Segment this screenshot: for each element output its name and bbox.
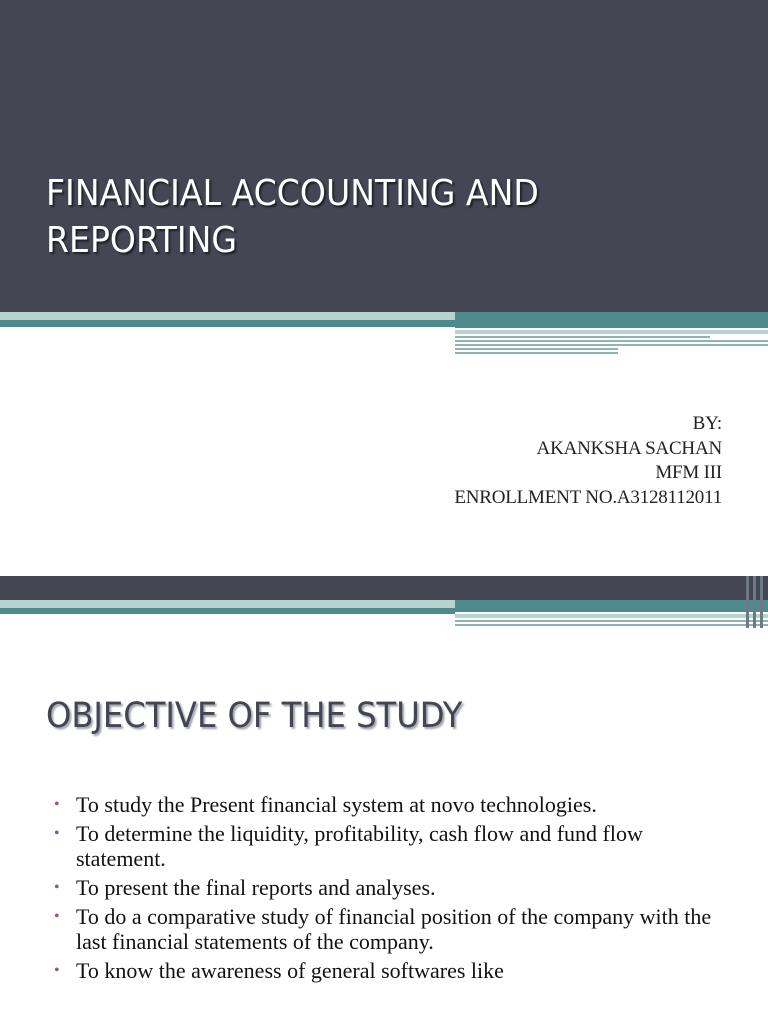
author-block [454, 412, 722, 510]
list-item: • To study the Present financial system at novo technologies. [54, 792, 597, 817]
decorative-stripe [455, 600, 768, 612]
bullet-icon: • [54, 908, 60, 925]
objective-slide [0, 576, 768, 1024]
bullet-icon: • [54, 879, 60, 896]
header-band [0, 576, 768, 600]
decorative-stripe [455, 336, 710, 338]
decorative-stripe [455, 344, 768, 346]
bullet-icon: • [54, 796, 60, 813]
title-band [0, 0, 768, 312]
author-name: AKANKSHA SACHAN [536, 437, 722, 459]
objective-list [54, 792, 714, 987]
list-item: • To determine the liquidity, profitability, cash flow and fund flow statement. [54, 821, 643, 871]
decorative-stripe [0, 312, 455, 320]
decorative-stripe [455, 312, 768, 328]
decorative-stripe [455, 624, 768, 626]
list-item: • To know the awareness of general softwares like [54, 958, 504, 983]
enrollment-number: ENROLLMENT NO.A3128112011 [454, 486, 722, 508]
by-label: BY: [692, 413, 722, 434]
list-item: • To present the final reports and analyses. [54, 875, 436, 900]
decorative-stripe [0, 320, 455, 327]
decorative-stripe [455, 620, 768, 622]
decorative-stripe [455, 330, 768, 334]
bullet-icon: • [54, 825, 60, 842]
decorative-bar [760, 576, 763, 628]
decorative-stripe [0, 608, 455, 614]
decorative-stripe [0, 600, 455, 608]
decorative-stripe [455, 614, 768, 618]
decorative-stripe [455, 348, 618, 350]
decorative-bar [753, 576, 756, 628]
bullet-icon: • [54, 962, 60, 979]
decorative-stripe [455, 340, 768, 342]
course: MFM III [655, 462, 722, 483]
list-item: • To do a comparative study of financial position of the company with the last financial statements of the company. [54, 904, 712, 954]
decorative-bar [746, 576, 749, 628]
slide-heading: OBJECTIVE OF THE STUDY [46, 696, 463, 736]
decorative-stripe [455, 352, 618, 354]
slide-title: FINANCIAL ACCOUNTING AND REPORTING [46, 173, 539, 261]
